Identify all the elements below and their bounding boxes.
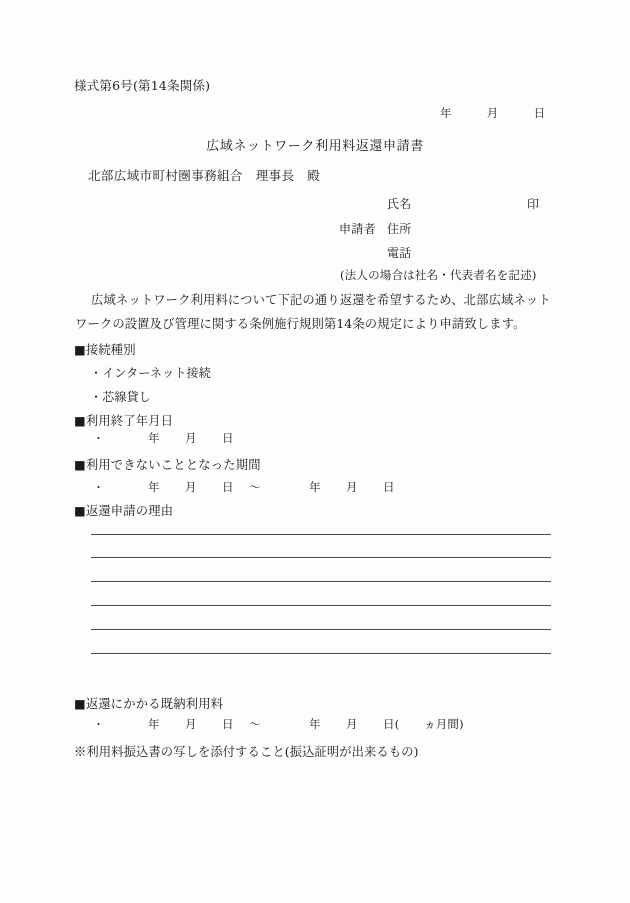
unavailable-period-tilde: 〜	[249, 480, 261, 494]
applicant-address-label: 住所	[387, 222, 412, 236]
reason-line-1[interactable]	[91, 534, 551, 535]
section-heading-reason: ■返還申請の理由	[74, 504, 174, 518]
section-heading-paid-fee: ■返還にかかる既納利用料	[74, 697, 224, 711]
reason-line-4[interactable]	[91, 605, 551, 606]
applicant-seal-label: 印	[527, 197, 540, 211]
paid-fee-tilde: 〜	[249, 717, 261, 731]
end-date-bullet: ・	[93, 432, 104, 445]
section-heading-end-date: ■利用終了年月日	[74, 414, 174, 428]
footnote: ※利用料振込書の写しを添付すること(振込証明が出来るもの)	[74, 745, 419, 759]
corporate-note: (法人の場合は社名・代表者名を記述)	[340, 268, 537, 282]
unavailable-period-to-year-label: 年	[309, 480, 321, 494]
document-title: 広域ネットワーク利用料返還申請書	[206, 139, 424, 154]
end-date-year-label: 年	[148, 431, 160, 445]
paid-fee-from-day-label: 日	[222, 717, 234, 731]
applicant-phone-label: 電話	[387, 246, 412, 260]
unavailable-period-to-day-label: 日	[383, 480, 395, 494]
section-heading-unavailable-period: ■利用できないこととなった期間	[74, 458, 261, 472]
body-paragraph-line-2: ワークの設置及び管理に関する条例施行規則第14条の規定により申請致します。	[75, 317, 526, 331]
reason-line-2[interactable]	[91, 557, 551, 558]
section-heading-connection-type: ■接続種別	[74, 343, 136, 357]
body-paragraph-line-1: 広域ネットワーク利用料について下記の通り返還を希望するため、北部広域ネット	[91, 293, 551, 307]
paid-fee-to-month-label: 月	[346, 717, 358, 731]
paid-fee-from-year-label: 年	[148, 717, 160, 731]
date-line: 年 月 日	[440, 106, 546, 120]
connection-type-option-internet[interactable]: ・インターネット接続	[90, 366, 211, 380]
paid-fee-bullet: ・	[93, 718, 104, 731]
reason-line-6[interactable]	[91, 653, 551, 654]
end-date-day-label: 日	[222, 431, 234, 445]
form-number: 様式第6号(第14条関係)	[74, 78, 211, 93]
unavailable-period-from-year-label: 年	[148, 480, 160, 494]
applicant-label: 申請者	[339, 222, 376, 236]
connection-type-option-fiber-lease[interactable]: ・芯線貸し	[90, 390, 152, 404]
unavailable-period-to-month-label: 月	[346, 480, 358, 494]
applicant-name-label: 氏名	[387, 197, 412, 211]
paid-fee-to-day-label: 日(	[383, 717, 400, 731]
addressee: 北部広域市町村圏事務組合 理事長 殿	[88, 168, 321, 183]
end-date-month-label: 月	[185, 431, 197, 445]
unavailable-period-from-month-label: 月	[185, 480, 197, 494]
paid-fee-to-year-label: 年	[309, 717, 321, 731]
paid-fee-months-label: ヵ月間)	[424, 717, 464, 731]
reason-line-5[interactable]	[91, 629, 551, 630]
reason-line-3[interactable]	[91, 581, 551, 582]
unavailable-period-bullet: ・	[93, 481, 104, 494]
paid-fee-from-month-label: 月	[185, 717, 197, 731]
unavailable-period-from-day-label: 日	[222, 480, 234, 494]
